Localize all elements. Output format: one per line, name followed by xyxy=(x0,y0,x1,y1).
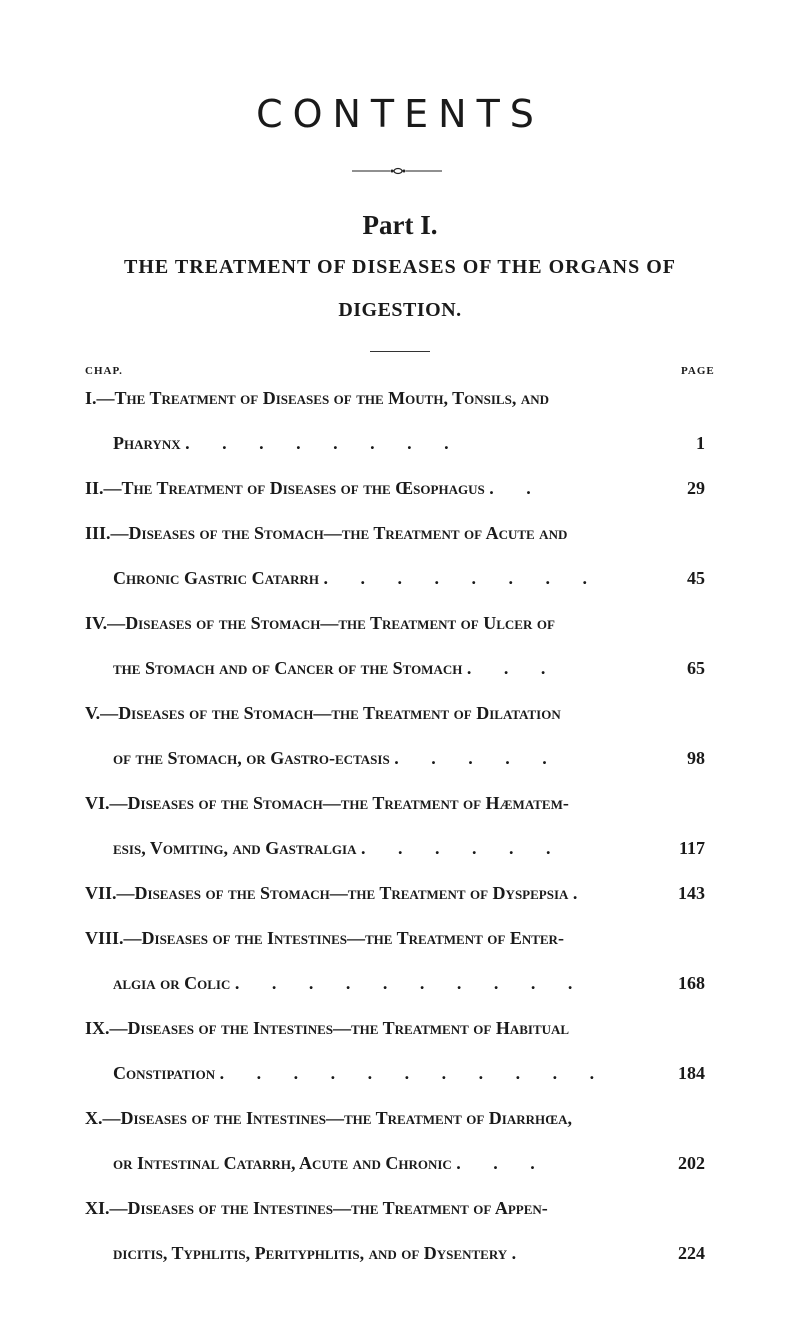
leader-dots: . . . . . . xyxy=(361,838,565,858)
toc-entry xyxy=(85,781,705,871)
page-number: 117 xyxy=(678,838,705,858)
entry-line xyxy=(85,511,705,556)
chapter-number: VII.— xyxy=(85,883,135,903)
entry-line xyxy=(85,1141,705,1186)
leader-dots: . . . xyxy=(466,658,560,678)
page-column-label: PAGE xyxy=(681,365,715,377)
page-number: 29 xyxy=(687,478,705,498)
entry-line xyxy=(85,691,705,736)
chapter-number: III.— xyxy=(85,523,129,543)
chapter-title: Diseases of the Intestines—the Treatment of Habitual xyxy=(127,1018,570,1038)
chap-column-label: CHAP. xyxy=(85,365,123,377)
toc-entry xyxy=(85,1186,705,1276)
entry-line xyxy=(85,601,705,646)
chapter-title-continued: Constipation xyxy=(113,1063,216,1083)
chapter-number: VIII.— xyxy=(85,928,142,948)
section-heading-continued: DIGESTION. xyxy=(338,299,462,321)
chapter-number: XI.— xyxy=(85,1198,128,1218)
chapter-number: V.— xyxy=(85,703,119,723)
chapter-title-continued: Pharynx xyxy=(113,433,181,453)
chapter-number: VI.— xyxy=(85,793,128,813)
chapter-title-continued: the Stomach and of Cancer of the Stomach xyxy=(113,658,463,678)
leader-dots: . . xyxy=(489,478,545,498)
page-title: CONTENTS xyxy=(256,92,544,136)
leader-dots: . xyxy=(511,1243,531,1263)
entry-line xyxy=(85,1096,705,1141)
ornament-divider xyxy=(352,166,442,176)
leader-dots: . . . . . xyxy=(394,748,561,768)
entry-line xyxy=(85,1186,705,1231)
chapter-title: The Treatment of Diseases of the Œsophagus xyxy=(121,478,485,498)
page-number: 98 xyxy=(687,748,705,768)
chapter-title-continued: of the Stomach, or Gastro-ectasis xyxy=(113,748,390,768)
entry-line xyxy=(85,466,705,511)
chapter-number: IX.— xyxy=(85,1018,128,1038)
chapter-title: Diseases of the Stomach—the Treatment of Acute and xyxy=(128,523,568,543)
page-number: 1 xyxy=(696,433,705,453)
entry-line xyxy=(85,781,705,826)
leader-dots: . . . . . . . . xyxy=(323,568,601,588)
part-heading: Part I. xyxy=(362,210,438,240)
short-rule xyxy=(370,351,430,352)
toc-entry xyxy=(85,376,705,466)
toc-entry xyxy=(85,511,705,601)
toc-entry xyxy=(85,1006,705,1096)
chapter-title: Diseases of the Stomach—the Treatment of Dilatation xyxy=(118,703,561,723)
leader-dots: . xyxy=(572,883,592,903)
entry-line xyxy=(85,961,705,1006)
entry-line xyxy=(85,1006,705,1051)
chapter-title: Diseases of the Intestines—the Treatment of Appen- xyxy=(127,1198,548,1218)
chapter-title-continued: or Intestinal Catarrh, Acute and Chronic xyxy=(113,1153,452,1173)
page-number: 45 xyxy=(687,568,705,588)
toc-entry xyxy=(85,1096,705,1186)
entry-line xyxy=(85,556,705,601)
page-number: 184 xyxy=(678,1063,705,1083)
chapter-title: Diseases of the Intestines—the Treatment of Enter- xyxy=(141,928,564,948)
page-number: 202 xyxy=(678,1153,705,1173)
entry-line xyxy=(85,1051,705,1096)
chapter-number: X.— xyxy=(85,1108,121,1128)
entry-line xyxy=(85,421,705,466)
entry-line xyxy=(85,646,705,691)
entry-line xyxy=(85,376,705,421)
leader-dots: . . . . . . . . . . xyxy=(234,973,587,993)
chapter-number: II.— xyxy=(85,478,122,498)
chapter-number: IV.— xyxy=(85,613,126,633)
page-number: 168 xyxy=(678,973,705,993)
chapter-title: Diseases of the Intestines—the Treatment of Diarrhœa, xyxy=(120,1108,573,1128)
chapter-title-continued: algia or Colic xyxy=(113,973,231,993)
chapter-title: Diseases of the Stomach—the Treatment of Hæmatem- xyxy=(127,793,569,813)
page-number: 65 xyxy=(687,658,705,678)
entry-line xyxy=(85,1231,705,1276)
chapter-title: Diseases of the Stomach—the Treatment of Ulcer of xyxy=(125,613,555,633)
chapter-title-continued: dicitis, Typhlitis, Perityphlitis, and of Dysentery xyxy=(113,1243,508,1263)
toc-entry xyxy=(85,601,705,691)
chapter-title-continued: esis, Vomiting, and Gastralgia xyxy=(113,838,357,858)
toc-entry xyxy=(85,466,705,511)
toc-entry xyxy=(85,691,705,781)
entry-line xyxy=(85,871,705,916)
page-number: 143 xyxy=(678,883,705,903)
chapter-number: I.— xyxy=(85,388,115,408)
page-number: 224 xyxy=(678,1243,705,1263)
chapter-title: The Treatment of Diseases of the Mouth, Tonsils, and xyxy=(114,388,549,408)
entry-line xyxy=(85,736,705,781)
toc-entry xyxy=(85,916,705,1006)
entry-line xyxy=(85,916,705,961)
chapter-title: Diseases of the Stomach—the Treatment of Dyspepsia xyxy=(134,883,569,903)
leader-dots: . . . . . . . . . . . xyxy=(219,1063,609,1083)
entry-line xyxy=(85,826,705,871)
chapter-title-continued: Chronic Gastric Catarrh xyxy=(113,568,319,588)
leader-dots: . . . xyxy=(456,1153,549,1173)
toc-entry xyxy=(85,871,705,916)
section-heading: THE TREATMENT OF DISEASES OF THE ORGANS OF xyxy=(124,256,676,278)
leader-dots: . . . . . . . . xyxy=(185,433,463,453)
